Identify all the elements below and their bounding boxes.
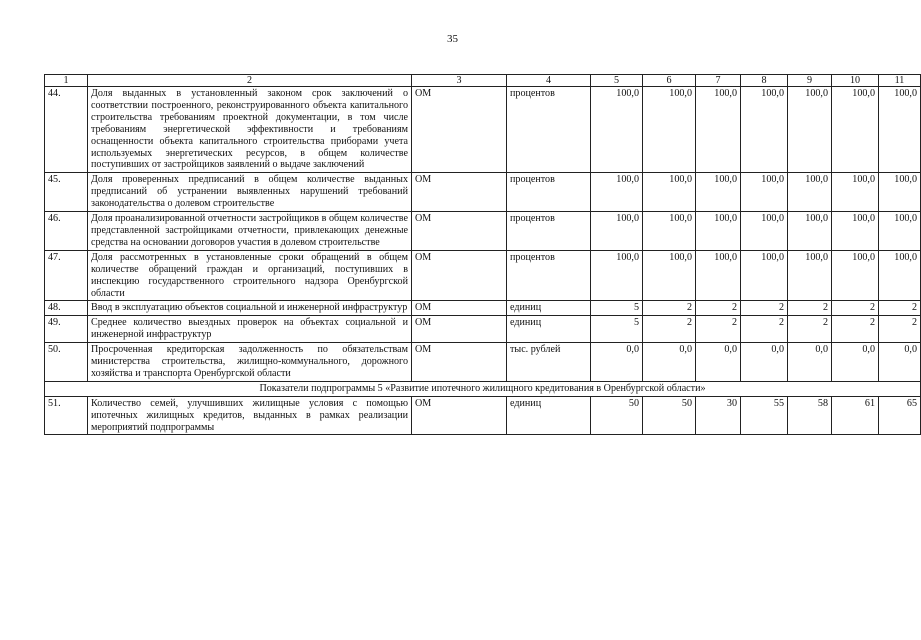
indicator-value: 55: [741, 396, 788, 435]
column-number: 3: [412, 75, 507, 87]
indicator-value: 100,0: [879, 212, 921, 251]
page-number: 35: [447, 33, 458, 45]
column-number: 7: [696, 75, 741, 87]
unit-of-measure: тыс. рублей: [507, 343, 591, 382]
table-row: [45, 212, 921, 251]
indicator-type: ОМ: [412, 343, 507, 382]
unit-of-measure: процентов: [507, 173, 591, 212]
indicator-value: 0,0: [591, 343, 643, 382]
section-title: Показатели подпрограммы 5 «Развитие ипотечного жилищного кредитования в Оренбургской области»: [45, 381, 921, 396]
table-row: [45, 301, 921, 316]
indicator-type: ОМ: [412, 396, 507, 435]
indicator-value: 100,0: [788, 173, 832, 212]
unit-of-measure: единиц: [507, 396, 591, 435]
row-number: 45.: [45, 173, 88, 212]
indicator-value: 2: [696, 316, 741, 343]
indicator-name: Доля выданных в установленный законом срок заключений о соответствии построенного, реконструированного объекта капитального строительства требованиям проектной документации, в том числе требованиям энергетической эффективности и требованиям оснащенности объекта капитального строительства приборами учета используемых энергетических ресурсов, в общем количестве поступивших от застройщиков заявлений о выдаче заключений: [88, 87, 412, 173]
column-number: 2: [88, 75, 412, 87]
indicator-value: 100,0: [696, 173, 741, 212]
indicator-type: ОМ: [412, 316, 507, 343]
column-number: 1: [45, 75, 88, 87]
unit-of-measure: единиц: [507, 316, 591, 343]
row-number: 47.: [45, 250, 88, 301]
indicator-value: 5: [591, 301, 643, 316]
indicator-value: 0,0: [741, 343, 788, 382]
indicator-value: 58: [788, 396, 832, 435]
unit-of-measure: единиц: [507, 301, 591, 316]
indicator-value: 0,0: [643, 343, 696, 382]
indicator-name: Доля проверенных предписаний в общем количестве выданных предписаний об устранении выявленных нарушений требований законодательства о долевом строительстве: [88, 173, 412, 212]
unit-of-measure: процентов: [507, 87, 591, 173]
indicator-type: ОМ: [412, 212, 507, 251]
column-number: 8: [741, 75, 788, 87]
row-number: 50.: [45, 343, 88, 382]
indicator-value: 2: [832, 316, 879, 343]
indicator-value: 0,0: [879, 343, 921, 382]
indicator-value: 100,0: [591, 173, 643, 212]
table-row: [45, 396, 921, 435]
column-number: 4: [507, 75, 591, 87]
indicator-value: 100,0: [788, 212, 832, 251]
column-number: 9: [788, 75, 832, 87]
indicator-value: 50: [591, 396, 643, 435]
indicator-value: 100,0: [591, 212, 643, 251]
indicator-value: 2: [879, 301, 921, 316]
indicator-value: 61: [832, 396, 879, 435]
indicator-type: ОМ: [412, 250, 507, 301]
indicator-value: 30: [696, 396, 741, 435]
column-number: 6: [643, 75, 696, 87]
row-number: 48.: [45, 301, 88, 316]
indicator-value: 2: [696, 301, 741, 316]
indicator-value: 2: [643, 316, 696, 343]
indicator-value: 100,0: [832, 173, 879, 212]
indicator-value: 2: [741, 301, 788, 316]
indicator-value: 100,0: [879, 250, 921, 301]
indicator-value: 100,0: [741, 250, 788, 301]
indicator-value: 65: [879, 396, 921, 435]
indicator-value: 2: [788, 316, 832, 343]
indicator-value: 50: [643, 396, 696, 435]
unit-of-measure: процентов: [507, 212, 591, 251]
column-number: 10: [832, 75, 879, 87]
indicator-value: 0,0: [788, 343, 832, 382]
indicator-value: 100,0: [788, 87, 832, 173]
column-number: 5: [591, 75, 643, 87]
indicator-value: 100,0: [832, 87, 879, 173]
indicator-value: 2: [788, 301, 832, 316]
section-row: [45, 381, 921, 396]
indicator-value: 100,0: [696, 212, 741, 251]
table-row: [45, 316, 921, 343]
indicator-type: ОМ: [412, 173, 507, 212]
indicator-value: 100,0: [879, 173, 921, 212]
indicator-value: 2: [741, 316, 788, 343]
table-row: [45, 343, 921, 382]
row-number: 51.: [45, 396, 88, 435]
indicator-value: 100,0: [832, 250, 879, 301]
indicator-name: Просроченная кредиторская задолженность по обязательствам министерства строительства, жилищно-коммунального, дорожного хозяйства и транспорта Оренбургской области: [88, 343, 412, 382]
table-row: [45, 250, 921, 301]
indicator-value: 2: [832, 301, 879, 316]
indicators-table: [44, 74, 921, 435]
column-number-row: [45, 75, 921, 87]
indicator-value: 100,0: [741, 173, 788, 212]
indicator-name: Доля рассмотренных в установленные сроки обращений в общем количестве обращений граждан и организаций, поступивших в инспекцию государственного строительного надзора Оренбургской области: [88, 250, 412, 301]
indicator-value: 100,0: [696, 87, 741, 173]
row-number: 44.: [45, 87, 88, 173]
indicator-value: 100,0: [591, 250, 643, 301]
indicator-value: 100,0: [643, 87, 696, 173]
row-number: 46.: [45, 212, 88, 251]
indicator-value: 100,0: [643, 250, 696, 301]
indicator-name: Доля проанализированной отчетности застройщиков в общем количестве представленной застройщиками отчетности, привлекающих денежные средства на основании договоров участия в долевом строительстве: [88, 212, 412, 251]
indicator-value: 5: [591, 316, 643, 343]
indicator-name: Среднее количество выездных проверок на объектах социальной и инженерной инфраструктур: [88, 316, 412, 343]
indicator-value: 0,0: [832, 343, 879, 382]
indicator-value: 100,0: [788, 250, 832, 301]
indicator-value: 100,0: [879, 87, 921, 173]
indicator-value: 100,0: [832, 212, 879, 251]
indicator-value: 100,0: [741, 212, 788, 251]
indicator-name: Количество семей, улучшивших жилищные условия с помощью ипотечных жилищных кредитов, выданных в рамках реализации мероприятий подпрограммы: [88, 396, 412, 435]
table-row: [45, 173, 921, 212]
indicator-type: ОМ: [412, 301, 507, 316]
column-number: 11: [879, 75, 921, 87]
unit-of-measure: процентов: [507, 250, 591, 301]
indicator-value: 100,0: [643, 212, 696, 251]
indicator-value: 2: [879, 316, 921, 343]
indicator-name: Ввод в эксплуатацию объектов социальной и инженерной инфраструктур: [88, 301, 412, 316]
indicator-value: 100,0: [643, 173, 696, 212]
indicator-value: 100,0: [696, 250, 741, 301]
indicator-value: 100,0: [591, 87, 643, 173]
row-number: 49.: [45, 316, 88, 343]
indicator-type: ОМ: [412, 87, 507, 173]
indicator-value: 2: [643, 301, 696, 316]
table-row: [45, 87, 921, 173]
indicator-value: 100,0: [741, 87, 788, 173]
indicator-value: 0,0: [696, 343, 741, 382]
